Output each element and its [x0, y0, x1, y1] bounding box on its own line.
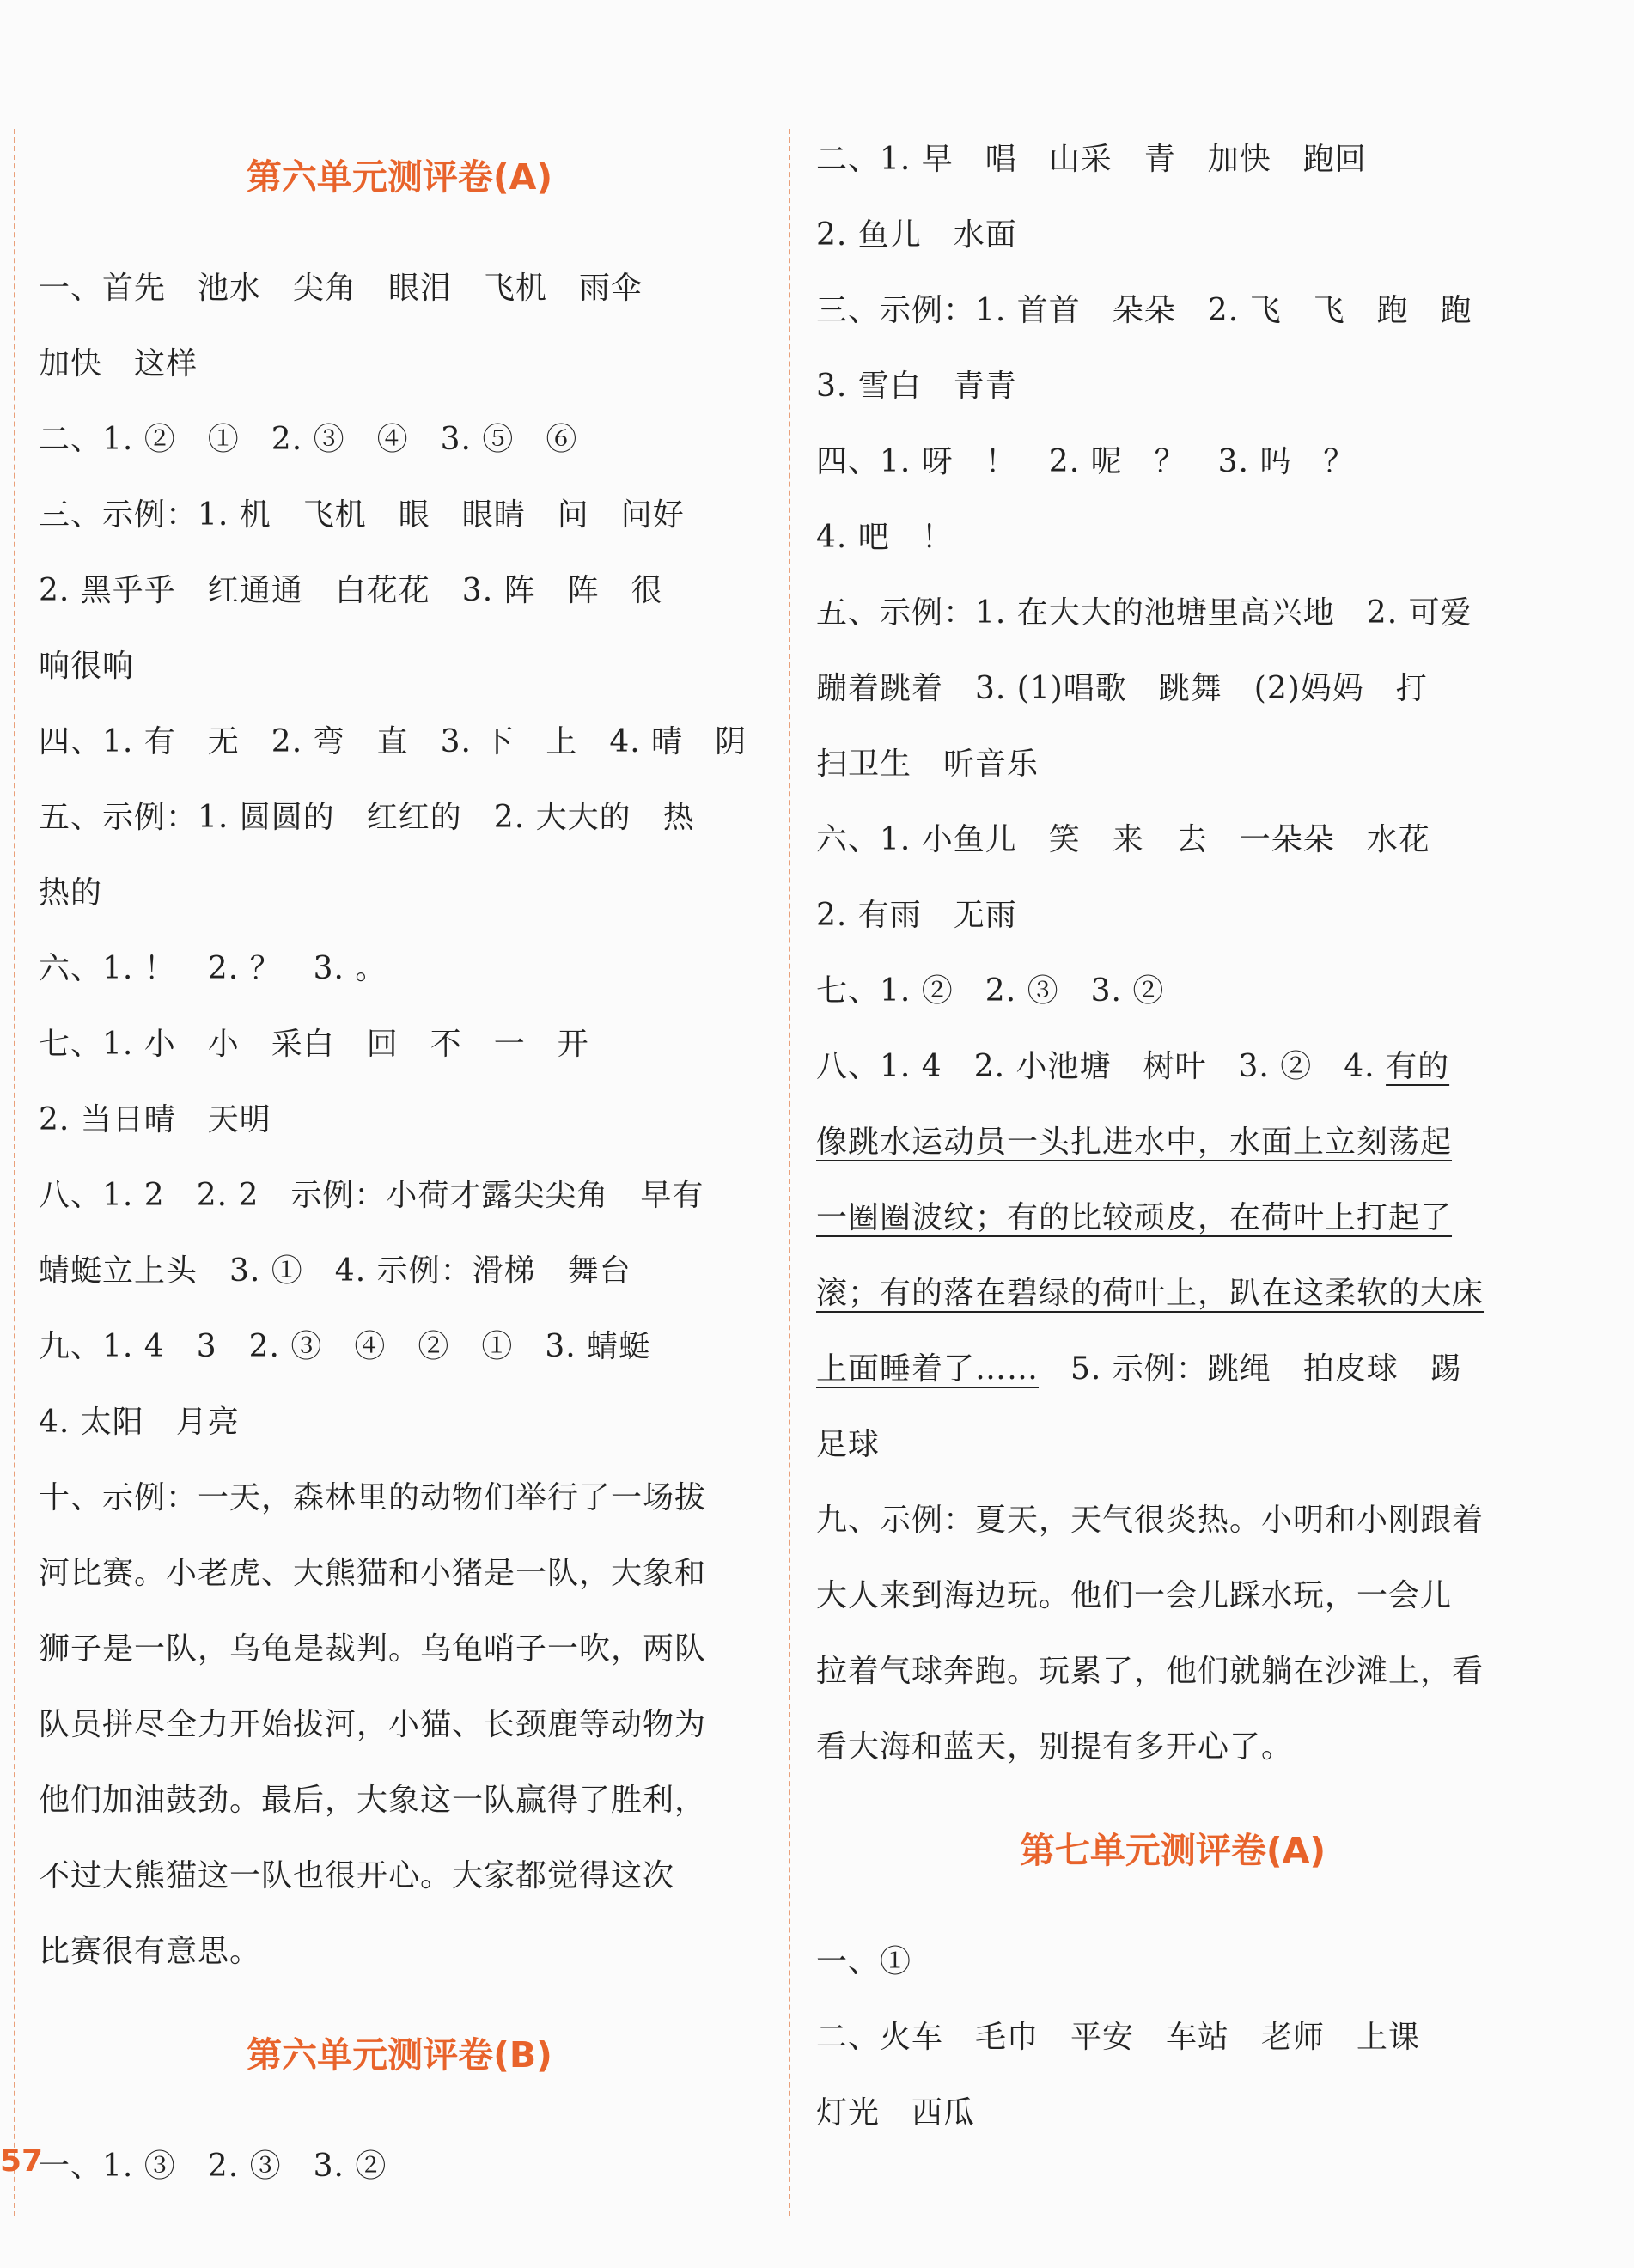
answer-text: 队员拼尽全力开始拔河，小猫、长颈鹿等动物为	[39, 1707, 707, 1742]
unit7-a-answers	[816, 1924, 1529, 2151]
answer-line	[816, 1710, 1529, 1785]
answer-text: 看大海和蓝天，别提有多开心了。	[816, 1729, 1294, 1765]
answer-line	[39, 1914, 760, 1990]
answer-text: 四、1. 呀 ！ 2. 呢 ？ 3. 吗 ？	[816, 444, 1356, 479]
answer-line	[39, 629, 760, 704]
answer-text: 一、①	[816, 1944, 912, 1979]
answer-line	[39, 1309, 760, 1385]
answer-text: 二、1. 早 唱 山采 青 加快 跑回	[816, 142, 1367, 177]
answer-text: 四、1. 有 无 2. 弯 直 3. 下 上 4. 晴 阴	[39, 724, 747, 759]
answer-text: 响很响	[39, 649, 135, 684]
answer-text: 大人来到海边玩。他们一会儿踩水玩，一会儿	[816, 1578, 1453, 1613]
answer-line	[39, 326, 760, 402]
answer-line	[39, 704, 760, 780]
answer-line	[816, 2000, 1529, 2076]
answer-text: 七、1. 小 小 采白 回 不 一 开	[39, 1027, 589, 1062]
answer-text: 二、1. ② ① 2. ③ ④ 3. ⑤ ⑥	[39, 422, 578, 457]
answer-text: 加快 这样	[39, 346, 198, 381]
answer-line	[816, 1029, 1529, 1105]
page-number: 57	[0, 2143, 44, 2179]
answer-text: 六、1. 小鱼儿 笑 来 去 一朵朵 水花	[816, 822, 1430, 857]
underlined-answer: 滚；有的落在碧绿的荷叶上，趴在这柔软的大床	[816, 1276, 1485, 1311]
answer-line	[39, 2129, 760, 2204]
answer-line	[816, 2076, 1529, 2151]
answer-text: 2. 当日晴 天明	[39, 1102, 271, 1137]
answer-text: 八、1. 4 2. 小池塘 树叶 3. ② 4.	[816, 1049, 1387, 1084]
answer-line	[39, 402, 760, 478]
answer-text: 二、火车 毛巾 平安 车站 老师 上课	[816, 2020, 1421, 2055]
answer-text: 比赛很有意思。	[39, 1934, 262, 1969]
section-heading-unit6-a: 第六单元测评卷(A)	[246, 156, 553, 198]
answer-text: 4. 吧 ！	[816, 520, 954, 555]
answer-text: 河比赛。小老虎、大熊猫和小猪是一队，大象和	[39, 1556, 707, 1591]
underlined-answer-block	[816, 1105, 1529, 1332]
answer-text: 5. 示例：跳绳 拍皮球 踢	[1039, 1351, 1462, 1387]
answer-line	[39, 1612, 760, 1687]
answer-text: 九、示例：夏天，天气很炎热。小明和小刚跟着	[816, 1503, 1485, 1538]
answer-text: 九、1. 4 3 2. ③ ④ ② ① 3. 蜻蜓	[39, 1329, 651, 1364]
answer-line	[816, 1924, 1529, 2000]
answer-text: 热的	[39, 875, 103, 911]
answer-line	[39, 1234, 760, 1309]
unit6-b-answers-end	[816, 1407, 1529, 1785]
answer-text: 十、示例：一天，森林里的动物们举行了一场拔	[39, 1480, 707, 1515]
answer-line	[39, 931, 760, 1007]
answer-line	[39, 553, 760, 629]
answer-line	[39, 478, 760, 553]
left-margin-divider	[14, 129, 15, 2216]
answer-text: 灯光 西瓜	[816, 2095, 976, 2131]
answer-text: 他们加油鼓劲。最后，大象这一队赢得了胜利，	[39, 1783, 707, 1818]
left-column	[39, 112, 760, 2204]
answer-text: 狮子是一队，乌龟是裁判。乌龟哨子一吹，两队	[39, 1631, 707, 1667]
answer-line	[816, 349, 1529, 424]
answer-line	[816, 198, 1529, 273]
answer-line	[816, 1332, 1529, 1407]
answer-line	[39, 1838, 760, 1914]
answer-line	[816, 802, 1529, 878]
answer-line	[39, 1007, 760, 1082]
answer-line	[39, 1536, 760, 1612]
answer-text: 2. 鱼儿 水面	[816, 217, 1017, 253]
answer-line	[816, 651, 1529, 727]
answer-text: 2. 黑乎乎 红通通 白花花 3. 阵 阵 很	[39, 573, 663, 608]
answer-text: 五、示例：1. 圆圆的 红红的 2. 大大的 热	[39, 800, 695, 835]
column-divider	[789, 129, 790, 2216]
unit6-b-answers-continued	[816, 122, 1529, 1029]
answer-text: 三、示例：1. 机 飞机 眼 眼睛 问 问好	[39, 497, 685, 533]
answer-text: 七、1. ② 2. ③ 3. ②	[816, 973, 1165, 1009]
answer-text: 八、1. 2 2. 2 示例：小荷才露尖尖角 早有	[39, 1178, 704, 1213]
underlined-answer: 上面睡着了……	[816, 1351, 1040, 1387]
answer-line	[39, 1687, 760, 1763]
answer-line	[39, 1385, 760, 1460]
answer-text: 2. 有雨 无雨	[816, 898, 1017, 933]
answer-line	[816, 1634, 1529, 1710]
answer-text: 扫卫生 听音乐	[816, 747, 1040, 782]
answer-line	[816, 1256, 1529, 1332]
answer-line	[816, 576, 1529, 651]
section-heading-unit6-b: 第六单元测评卷(B)	[247, 2034, 552, 2076]
answer-line	[39, 1763, 760, 1838]
answer-line	[816, 1105, 1529, 1180]
answer-line	[39, 1082, 760, 1158]
answer-line	[816, 1180, 1529, 1256]
answer-line	[39, 1158, 760, 1234]
answer-line	[39, 780, 760, 856]
answer-text: 足球	[816, 1427, 881, 1462]
answer-text: 3. 雪白 青青	[816, 369, 1017, 404]
answer-line	[816, 878, 1529, 954]
answer-line	[816, 424, 1529, 500]
answer-text: 蜻蜓立上头 3. ① 4. 示例：滑梯 舞台	[39, 1253, 631, 1289]
answer-line	[816, 1407, 1529, 1483]
answer-text: 一、首先 池水 尖角 眼泪 飞机 雨伞	[39, 271, 643, 306]
answer-text: 不过大熊猫这一队也很开心。大家都觉得这次	[39, 1858, 675, 1893]
answer-text: 蹦着跳着 3. (1)唱歌 跳舞 (2)妈妈 打	[816, 671, 1428, 706]
answer-line	[816, 500, 1529, 576]
answer-line	[816, 273, 1529, 349]
unit6-a-answers	[39, 251, 760, 1990]
answer-line	[39, 1460, 760, 1536]
underlined-answer: 像跳水运动员一头扎进水中，水面上立刻荡起	[816, 1125, 1453, 1160]
underlined-answer: 一圈圈波纹；有的比较顽皮，在荷叶上打起了	[816, 1200, 1453, 1235]
answer-text: 六、1. ！ 2. ？ 3. 。	[39, 951, 387, 986]
answer-line	[816, 954, 1529, 1029]
answer-text: 三、示例：1. 首首 朵朵 2. 飞 飞 跑 跑	[816, 293, 1472, 328]
right-column	[816, 122, 1529, 2151]
answer-line	[816, 1558, 1529, 1634]
unit6-b-answers	[39, 2129, 760, 2204]
answer-line	[816, 727, 1529, 802]
answer-text: 4. 太阳 月亮	[39, 1405, 240, 1440]
answer-line	[39, 856, 760, 931]
answer-text: 一、1. ③ 2. ③ 3. ②	[39, 2149, 387, 2184]
section-heading-unit7-a: 第七单元测评卷(A)	[1019, 1830, 1326, 1871]
answer-line	[816, 1483, 1529, 1558]
answer-text: 五、示例：1. 在大大的池塘里高兴地 2. 可爱	[816, 595, 1472, 631]
answer-line	[39, 251, 760, 326]
answer-text: 拉着气球奔跑。玩累了，他们就躺在沙滩上，看	[816, 1654, 1485, 1689]
answer-line	[816, 122, 1529, 198]
underlined-answer: 有的	[1386, 1049, 1450, 1084]
